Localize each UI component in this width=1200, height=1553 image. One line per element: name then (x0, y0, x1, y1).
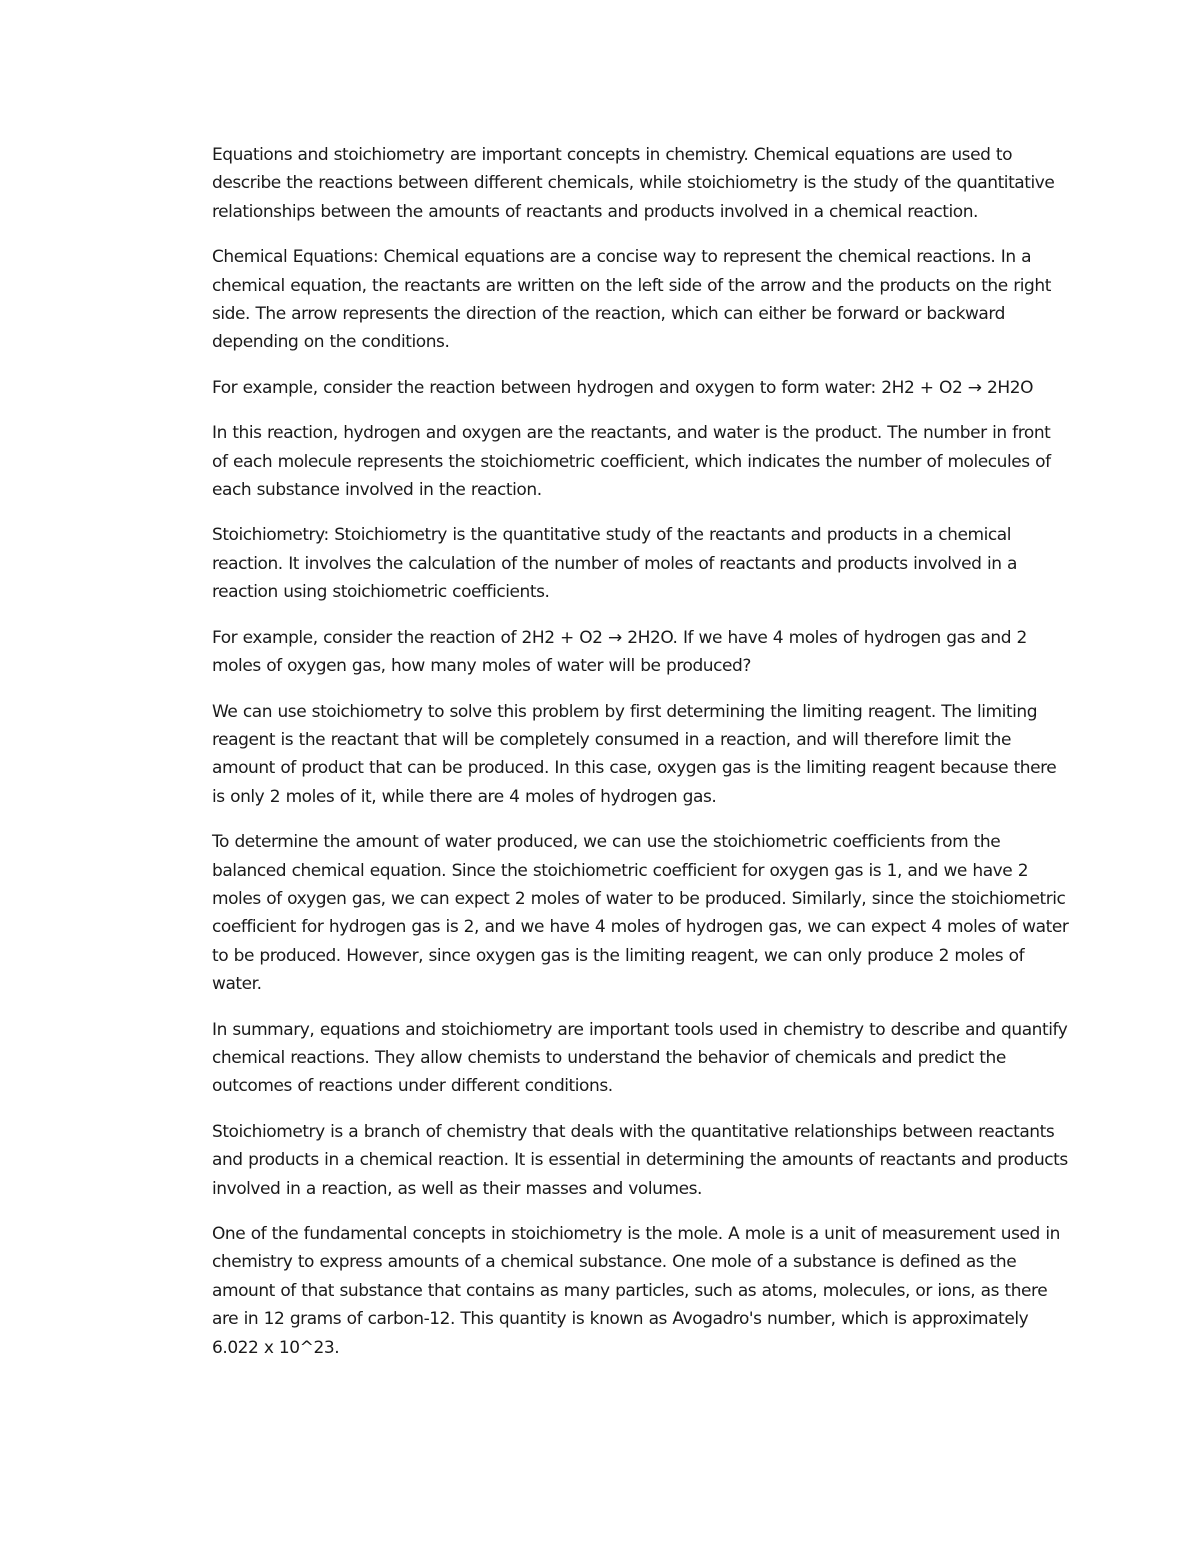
paragraph-stoichiometry-definition: Stoichiometry: Stoichiometry is the quantitative study of the reactants and products in a chemical reaction. It involves the calculation of the number of moles of reactants and products involved in a reaction using stoichiometric coefficients. (212, 525, 1017, 603)
paragraph-moles-example: For example, consider the reaction of 2H2 + O2 → 2H2O. If we have 4 moles of hydrogen gas and 2 moles of oxygen gas, how many moles of water will be produced? (212, 627, 1027, 677)
paragraph-reactants-products: In this reaction, hydrogen and oxygen are the reactants, and water is the product. The number in front of each molecule represents the stoichiometric coefficient, which indicates the number of molecules of each substance involved in the reaction. (212, 423, 1051, 501)
paragraph-stoichiometry-branch: Stoichiometry is a branch of chemistry that deals with the quantitative relationships between reactants and products in a chemical reaction. It is essential in determining the amounts of reactants and products involved in a reaction, as well as their masses and volumes. (212, 1121, 1068, 1199)
paragraph-water-example: For example, consider the reaction between hydrogen and oxygen to form water: 2H2 + O2 → 2H2O (212, 377, 1034, 398)
paragraph-limiting-reagent: We can use stoichiometry to solve this problem by first determining the limiting reagent. The limiting reagent is the reactant that will be completely consumed in a reaction, and will therefore limit the amount of product that can be produced. In this case, oxygen gas is the limiting reagent because there is only 2 moles of it, while there are 4 moles of hydrogen gas. (212, 701, 1057, 807)
paragraph-summary: In summary, equations and stoichiometry are important tools used in chemistry to describe and quantify chemical reactions. They allow chemists to understand the behavior of chemicals and predict the outcomes of reactions under different conditions. (212, 1019, 1068, 1097)
document-body (212, 141, 1070, 1379)
paragraph-water-produced: To determine the amount of water produced, we can use the stoichiometric coefficients from the balanced chemical equation. Since the stoichiometric coefficient for oxygen gas is 1, and we have 2 moles of oxygen gas, we can expect 2 moles of water to be produced. Similarly, since the stoichiometric coefficient for hydrogen gas is 2, and we have 4 moles of hydrogen gas, we can expect 4 moles of water to be produced. However, since oxygen gas is the limiting reagent, we can only produce 2 moles of water. (212, 832, 1069, 995)
paragraph-chemical-equations: Chemical Equations: Chemical equations are a concise way to represent the chemical reactions. In a chemical equation, the reactants are written on the left side of the arrow and the products on the right side. The arrow represents the direction of the reaction, which can either be forward or backward depending on the conditions. (212, 247, 1051, 353)
paragraph-mole-concept: One of the fundamental concepts in stoichiometry is the mole. A mole is a unit of measurement used in chemistry to express amounts of a chemical substance. One mole of a substance is defined as the amount of that substance that contains as many particles, such as atoms, molecules, or ions, as there are in 12 grams of carbon-12. This quantity is known as Avogadro's number, which is approximately 6.022 x 10^23. (212, 1224, 1060, 1358)
paragraph-intro: Equations and stoichiometry are important concepts in chemistry. Chemical equations are used to describe the reactions between different chemicals, while stoichiometry is the study of the quantitative relationships between the amounts of reactants and products involved in a chemical reaction. (212, 145, 1055, 222)
